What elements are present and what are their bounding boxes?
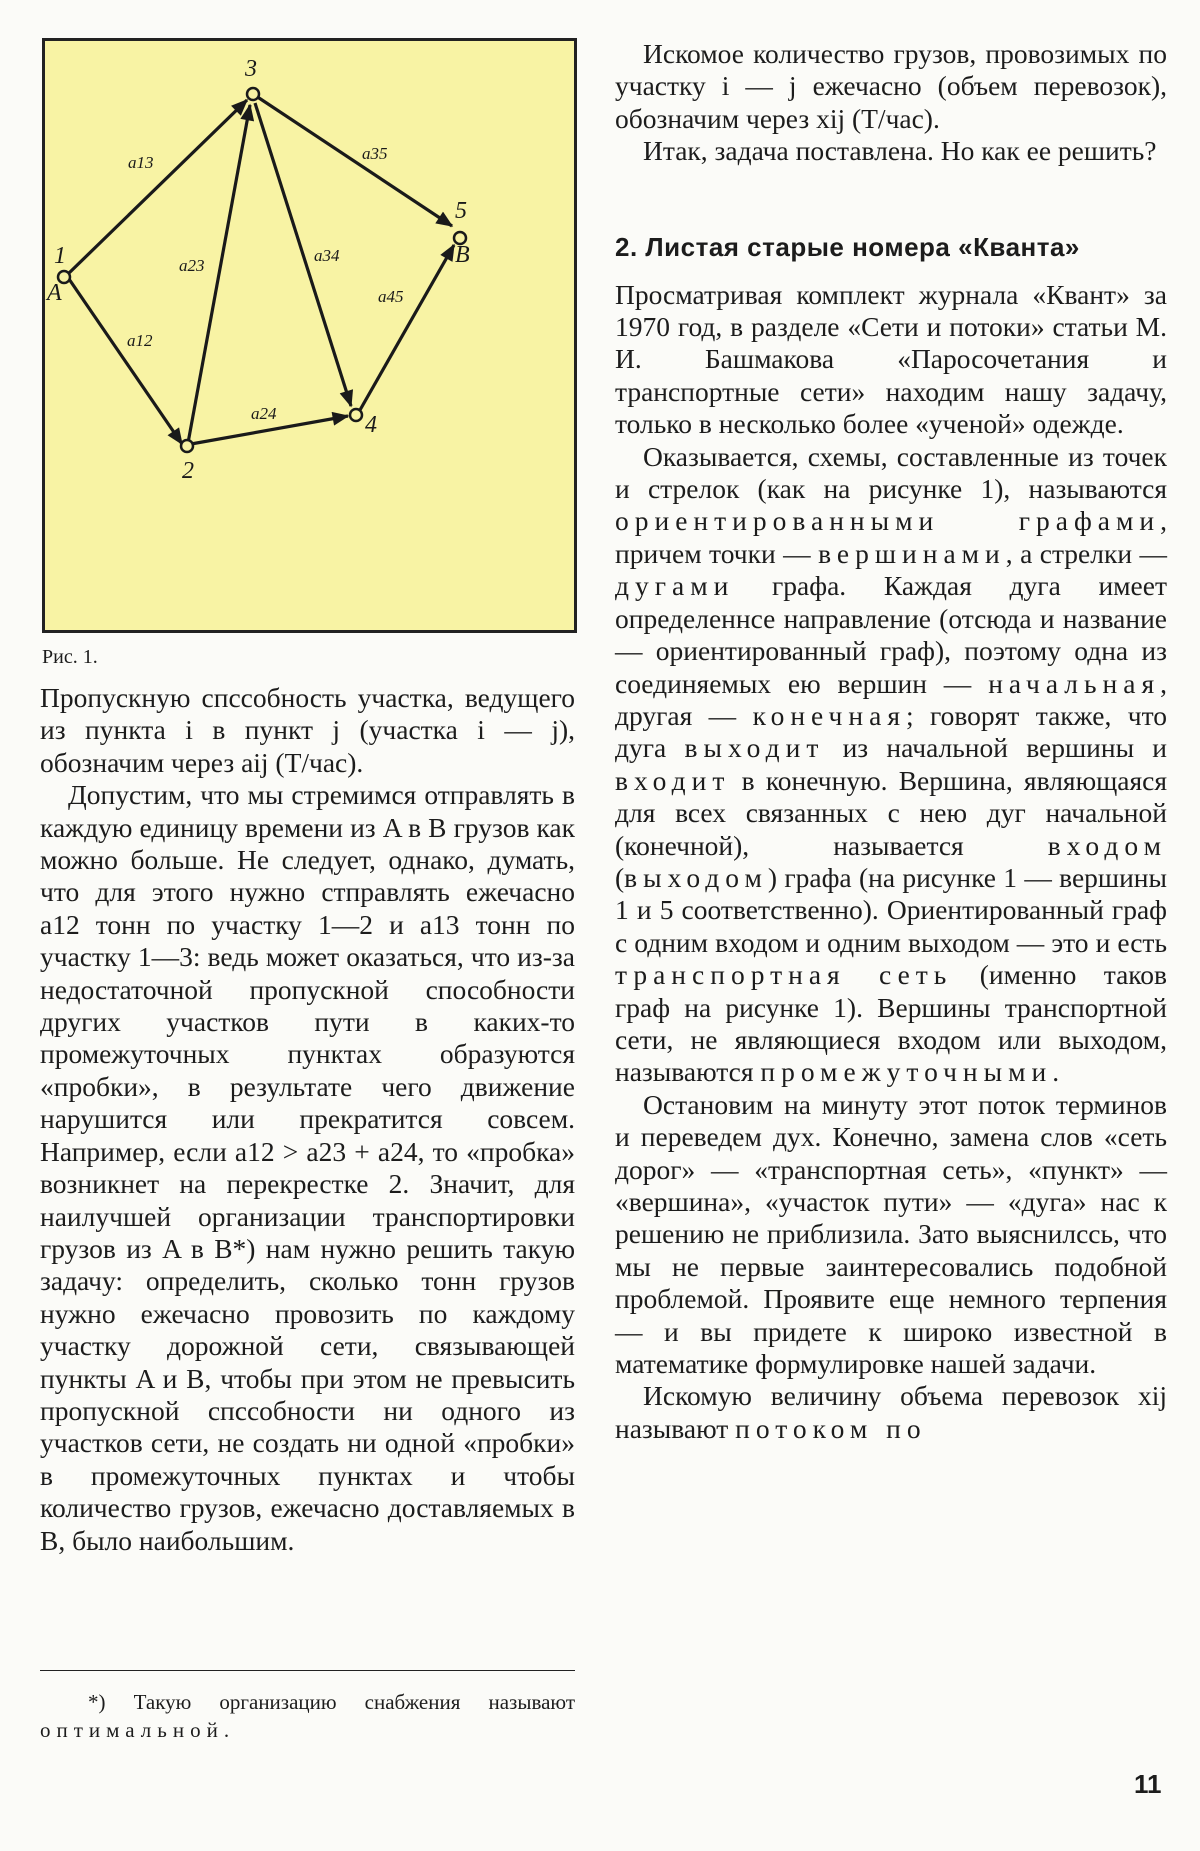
paragraph bbox=[615, 1380, 1167, 1445]
figure-background bbox=[44, 40, 576, 632]
term: входом bbox=[1047, 829, 1167, 861]
term: ориентированными графами bbox=[615, 505, 1161, 537]
text-run: , причем точки — bbox=[615, 505, 1167, 569]
node-label-A: A bbox=[47, 280, 62, 306]
left-column bbox=[40, 682, 575, 1557]
term: транспортная сеть bbox=[615, 959, 953, 991]
term: конечная bbox=[752, 699, 906, 731]
text-run: ( bbox=[615, 861, 625, 893]
edge-label-a35: a35 bbox=[362, 144, 388, 163]
term: потоком по bbox=[735, 1412, 927, 1444]
paragraph: Допустим, что мы стремимся отправлять в каждую единицу времени из A в B грузов как можно больше. Не следует, однако, думать, что для этого нужно стправлять ежечасно a12 тонн по участку 1—2 и a13 тонн по участку 1—3: ведь может оказаться, что из-за недостаточной пропускной способности других участков пути в каких-то промежуточных пунктах образуются «пробки», в результате чего движение нарушится или прекратится совсем. Например, если a12 > a23 + a24, то «пробка» возникнет на перекрестке 2. Значит, для наилучшей организации транспортировки грузов из A в B*) нам нужно решить такую задачу: определить, сколько тонн грузов нужно ежечасно провозить по каждому участку дорожной сети, связывающей пункты A и B, чтобы при этом не превысить пропускной спссобности ни одного из участков сети, не создать ни одной «пробки» в промежуточных пунктах и чтобы количество грузов, ежечасно доставляемых в B, было наибольшим. bbox=[40, 779, 575, 1556]
text-run: из начальной вершины и bbox=[842, 732, 1168, 764]
term: входит bbox=[615, 764, 731, 796]
text-run: ) графа (на рисунке 1 — вершины 1 и 5 соответственно). Ориентированный граф с одним входом и одним выходом — это и есть bbox=[615, 861, 1167, 958]
term: выходит bbox=[684, 732, 825, 764]
footnote-text: *) Такую организацию снабжения называют bbox=[88, 1690, 575, 1714]
node-label-B: B bbox=[455, 242, 470, 268]
node-label-1: 1 bbox=[54, 243, 66, 269]
text-run: (именно таков граф на рисунке 1). Вершины транспортной сети, не являющиеся входом или выходом, называются bbox=[615, 959, 1167, 1088]
footnote bbox=[40, 1688, 575, 1744]
page-number: 11 bbox=[1134, 1769, 1162, 1799]
edge-label-a23: a23 bbox=[179, 256, 205, 275]
node-label-3: 3 bbox=[245, 56, 257, 82]
footnote-term: оптимальной. bbox=[40, 1718, 236, 1742]
text-run: графа. Каждая дуга имеет определеннсе направление (отсюда и название — ориентированный граф), поэтому одна из соединяемых ею вершин — bbox=[615, 570, 1167, 699]
edge-label-a13: a13 bbox=[128, 153, 154, 172]
text-run: , а стрелки — bbox=[1005, 537, 1167, 569]
paragraph: Просматривая комплект журнала «Квант» за 1970 год, в разделе «Сети и потоки» статьи М. И. Башмакова «Паросочетания и транспортные сети» находим нашу задачу, только в несколько более «ученой» одежде. bbox=[615, 278, 1167, 440]
footnote-rule bbox=[40, 1670, 575, 1671]
text-run: Искомую величину объема перевозок xij называют bbox=[615, 1380, 1167, 1444]
node-label-4: 4 bbox=[365, 412, 377, 438]
term: выходом bbox=[624, 861, 768, 893]
node-label-2: 2 bbox=[182, 458, 194, 484]
section-heading: 2. Листая старые номера «Кванта» bbox=[615, 231, 1080, 262]
edge-label-a34: a34 bbox=[314, 246, 340, 265]
edge-label-a12: a12 bbox=[127, 331, 153, 350]
text-run: , другая — bbox=[615, 667, 1167, 731]
figure-caption: Рис. 1. bbox=[42, 646, 98, 668]
node-3 bbox=[247, 88, 259, 100]
paragraph: Искомое количество грузов, провозимых по участку i — j ежечасно (объем перевозок), обозначим через xij (T/час). bbox=[615, 38, 1167, 134]
paragraph: Итак, задача поставлена. Но как ее решить? bbox=[643, 135, 1157, 167]
right-column bbox=[615, 38, 1167, 1445]
paragraph: Остановим на минуту этот поток терминов и переведем дух. Конечно, замена слов «сеть дорог» — «транспортная сеть», «пункт» — «вершина», «участок пути» — «дуга» нас к решению не приблизила. Зато выяснилссь, что мы не первые заинтересовались подобной проблемой. Проявите еще немного терпения — и вы придете к широко известной в математике формулировке нашей задачи. bbox=[615, 1088, 1167, 1380]
paragraph: Пропускную спссобность участка, ведущего из пункта i в пункт j (участка i — j), обозначим через aij (T/час). bbox=[40, 682, 575, 778]
node-2 bbox=[181, 440, 193, 452]
term: вершинами bbox=[818, 537, 1006, 569]
text-run: . bbox=[1052, 1056, 1060, 1088]
term: дугами bbox=[615, 570, 735, 602]
paragraph bbox=[615, 441, 1167, 1089]
text-run: Оказывается, схемы, составленные из точек и стрелок (как на рисунке 1), называются bbox=[615, 440, 1167, 505]
graph-figure bbox=[42, 38, 577, 633]
node-4 bbox=[350, 409, 362, 421]
text-run: в конечную. Вершина, являющаяся для всех связанных с нею дуг начальной (конечной), называется bbox=[615, 764, 1168, 861]
term: начальная bbox=[988, 667, 1161, 699]
term: промежуточными bbox=[760, 1056, 1053, 1088]
edge-label-a24: a24 bbox=[251, 404, 277, 423]
node-label-5: 5 bbox=[455, 198, 467, 224]
edge-label-a45: a45 bbox=[378, 287, 404, 306]
text-run: ; говорят также, что дуга bbox=[615, 699, 1168, 764]
